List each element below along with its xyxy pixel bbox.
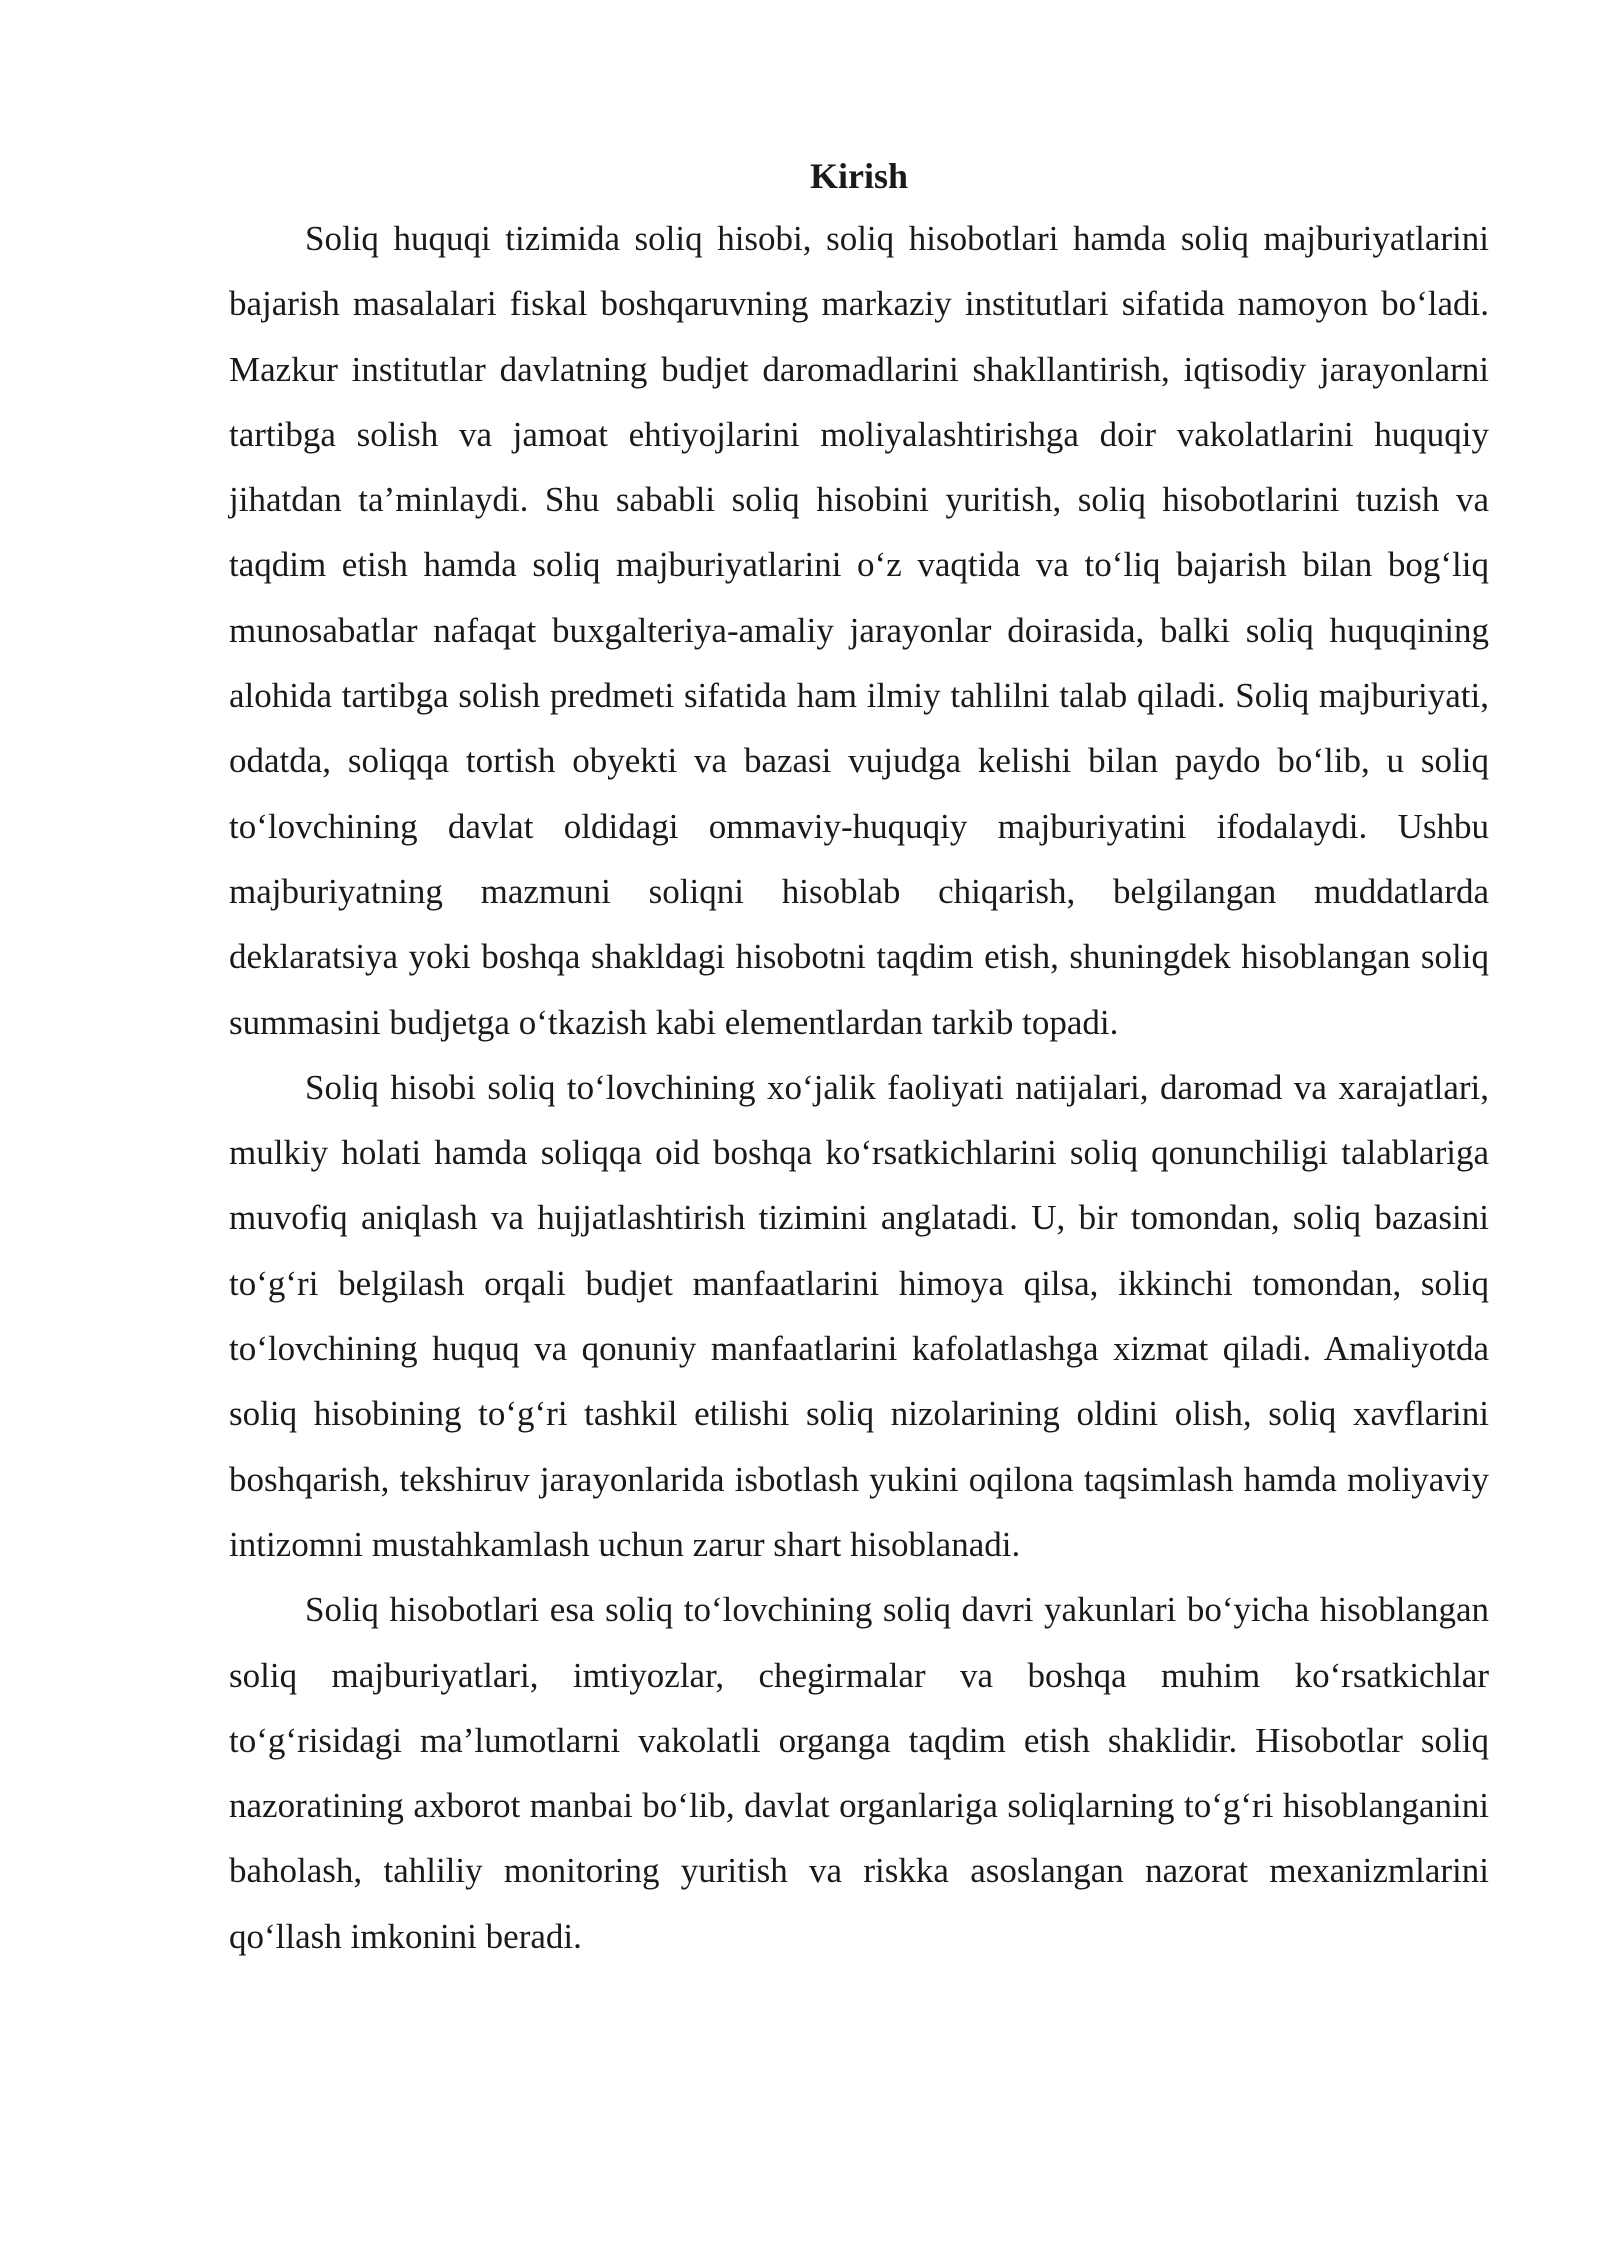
paragraph-2: Soliq hisobi soliq to‘lovchining xo‘jalik faoliyati natijalari, daromad va xarajatlari, mulkiy holati hamda soliqqa oid boshqa ko‘rsatkichlarini soliq qonunchiligi talablariga muvofiq aniqlash va hujjatlashtirish tizimini anglatadi. U, bir tomondan, soliq bazasini to‘g‘ri belgilash orqali budjet manfaatlarini himoya qilsa, ikkinchi tomondan, soliq to‘lovchining huquq va qonuniy manfaatlarini kafolatlashga xizmat qiladi. Amaliyotda soliq hisobining to‘g‘ri tashkil etilishi soliq nizolarining oldini olish, soliq xavflarini boshqarish, tekshiruv jarayonlarida isbotlash yukini oqilona taqsimlash hamda moliyaviy intizomni mustahkamlash uchun zarur shart hisoblanadi. — [229, 1067, 1489, 1564]
paragraph-1: Soliq huquqi tizimida soliq hisobi, soliq hisobotlari hamda soliq majburiyatlarini bajarish masalalari fiskal boshqaruvning markaziy institutlari sifatida namoyon bo‘ladi. Mazkur institutlar davlatning budjet daromadlarini shakllantirish, iqtisodiy jarayonlarni tartibga solish va jamoat ehtiyojlarini moliyalashtirishga doir vakolatlarini huquqiy jihatdan ta’minlaydi. Shu sababli soliq hisobini yuritish, soliq hisobotlarini tuzish va taqdim etish hamda soliq majburiyatlarini o‘z vaqtida va to‘liq bajarish bilan bog‘liq munosabatlar nafaqat buxgalteriya-amaliy jarayonlar doirasida, balki soliq huquqining alohida tartibga solish predmeti sifatida ham ilmiy tahlilni talab qiladi. Soliq majburiyati, odatda, soliqqa tortish obyekti va bazasi vujudga kelishi bilan paydo bo‘lib, u soliq to‘lovchining davlat oldidagi ommaviy-huquqiy majburiyatini ifodalaydi. Ushbu majburiyatning mazmuni soliqni hisoblab chiqarish, belgilangan muddatlarda deklaratsiya yoki boshqa shakldagi hisobotni taqdim etish, shuningdek hisoblangan soliq summasini budjetga o‘tkazish kabi elementlardan tarkib topadi. — [229, 219, 1489, 1042]
paragraph-3: Soliq hisobotlari esa soliq to‘lovchining soliq davri yakunlari bo‘yicha hisoblangan soliq majburiyatlari, imtiyozlar, chegirmalar va boshqa muhim ko‘rsatkichlar to‘g‘risidagi ma’lumotlarni vakolatli organga taqdim etish shaklidir. Hisobotlar soliq nazoratining axborot manbai bo‘lib, davlat organlariga soliqlarning to‘g‘ri hisoblanganini baholash, tahliliy monitoring yuritish va riskka asoslangan nazorat mexanizmlarini qo‘llash imkonini beradi. — [229, 1590, 1489, 1956]
document-page — [229, 146, 1489, 1969]
document-title: Kirish — [809, 156, 908, 196]
